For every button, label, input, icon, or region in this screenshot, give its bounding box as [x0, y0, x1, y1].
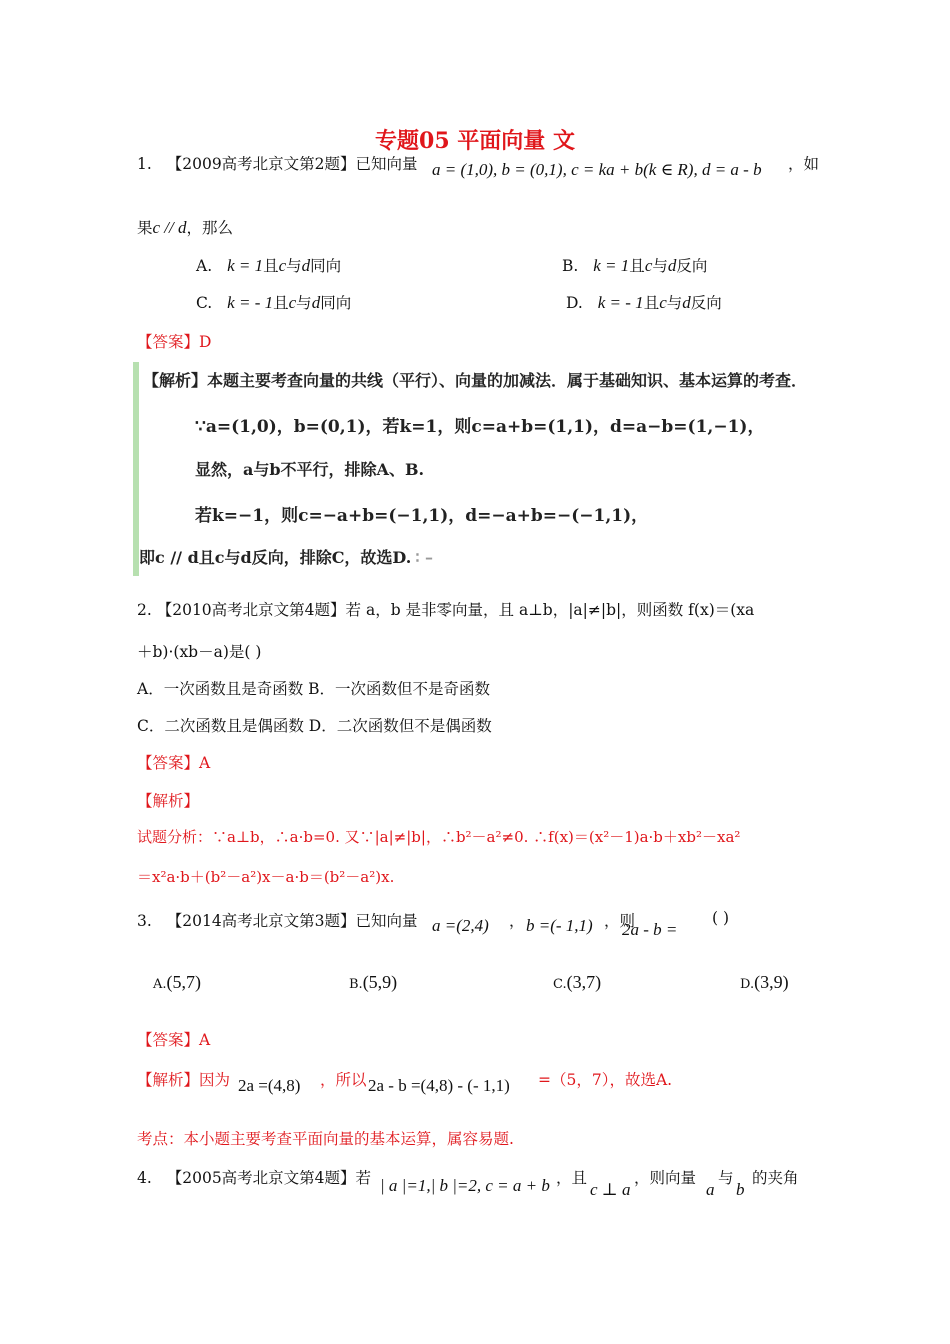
q2-options-ab: A．一次函数且是奇函数 B．一次函数但不是奇函数	[137, 680, 491, 698]
q3-result: =（5，7），故选A.	[538, 1071, 673, 1089]
option-text: 同向	[310, 257, 342, 275]
option-text: 且	[263, 257, 279, 275]
page-title: 专题05 平面向量 文	[375, 128, 575, 154]
option-text: 同向	[320, 294, 352, 312]
q3-answer	[137, 1028, 210, 1050]
q4-condition: | a |=1,| b |=2, c = a + b	[380, 1176, 550, 1195]
analysis-line-1: 【解析】本题主要考查向量的共线（平行）、向量的加减法．属于基础知识、基本运算的考查．	[143, 371, 808, 390]
option-label: B.	[349, 977, 363, 992]
q3-expression: 2a - b =	[622, 920, 678, 939]
answer-tag: 【答案】	[137, 754, 200, 772]
q3-option-b	[349, 972, 397, 993]
q3-number: 3.	[137, 912, 152, 930]
q3-line1	[137, 909, 418, 931]
q4-number: 4.	[137, 1169, 152, 1187]
q4-perp: c ⊥ a	[590, 1180, 631, 1199]
q3-option-d	[740, 972, 789, 993]
q1-formula: a = (1,0), b = (0,1), c = ka + b(k ∈ R), d = a - b	[432, 160, 762, 179]
q4-tag: 【2005高考北京文第4题】	[166, 1169, 356, 1187]
q1-option-d	[566, 291, 722, 313]
q4-tail: 的夹角	[752, 1169, 799, 1187]
q1-tag: 【2009高考北京文第2题】	[166, 155, 356, 173]
option-value: (3,9)	[754, 972, 789, 992]
option-d: d	[682, 293, 691, 312]
q3-comma: ，	[509, 912, 525, 930]
q3-vector-b: b =(- 1,1)	[526, 916, 593, 935]
option-text: 反向	[690, 294, 722, 312]
q1-option-b	[562, 254, 707, 276]
q4-b: b	[736, 1180, 745, 1199]
q4-stem: 若	[355, 1169, 372, 1187]
analysis-line-3: 显然，a与b不平行，排除A、B.	[195, 460, 425, 479]
q3-eq2: 2a - b =(4,8) - (- 1,1)	[368, 1076, 510, 1095]
q3-eq1: 2a =(4,8)	[238, 1076, 301, 1095]
option-value: (5,7)	[166, 972, 202, 992]
option-text: 反向	[676, 257, 708, 275]
q1-condition: c // d	[152, 218, 187, 237]
answer-tag: 【答案】	[137, 333, 200, 351]
option-label: A.	[196, 257, 213, 275]
option-c: c	[644, 256, 653, 275]
option-c: c	[288, 293, 297, 312]
option-k: k = - 1	[227, 293, 274, 312]
option-text: 且	[273, 294, 289, 312]
analysis-line-2: ∵a=(1,0)，b=(0,1)，若k=1，则c=a+b=(1,1)，d=a−b=(1,−1)，	[195, 417, 765, 437]
option-d: d	[301, 256, 311, 275]
option-label: D.	[566, 294, 583, 312]
q4-and: ，且	[556, 1169, 588, 1187]
q3-option-a	[153, 972, 201, 993]
q1-answer	[137, 330, 211, 352]
option-d: d	[667, 256, 677, 275]
q3-stem: 已知向量	[355, 912, 418, 930]
q2-detail-1: 试题分析：∵a⊥b，∴a·b=0. 又∵|a|≠|b|，∴b²－a²≠0. ∴f(x)＝(x²－1)a·b＋xb²－xa²	[137, 828, 741, 846]
option-k: k = 1	[227, 256, 264, 275]
option-value: (5,9)	[362, 972, 398, 992]
q1-option-c	[196, 291, 351, 313]
option-text: 且	[643, 294, 660, 312]
option-value: (3,7)	[566, 972, 602, 992]
q3-tag: 【2014高考北京文第3题】	[166, 912, 356, 930]
option-label: C.	[196, 294, 213, 312]
analysis-line-4: 若k=−1，则c=−a+b=(−1,1)，d=−a+b=−(−1,1)，	[195, 506, 649, 526]
answer-value: A	[199, 754, 211, 772]
q3-analysis	[137, 1068, 230, 1090]
q1-line2-start: 果	[137, 219, 153, 237]
option-text: 与	[286, 257, 302, 275]
option-text: 与	[666, 294, 683, 312]
analysis-line-5-text: 即c // d且c与d反向，排除C，故选D.	[139, 548, 412, 567]
option-label: B.	[562, 257, 579, 275]
analysis-tag: 【解析】	[137, 1071, 200, 1089]
answer-value: A	[199, 1031, 211, 1049]
option-text: 且	[629, 257, 645, 275]
q2-options-cd: C．二次函数且是偶函数 D．二次函数但不是偶函数	[137, 717, 492, 735]
option-label: C.	[553, 977, 567, 992]
analysis-line-5	[139, 545, 433, 568]
q2-detail-2: ＝x²a·b＋(b²－a²)x－a·b＝(b²－a²)x.	[137, 868, 395, 886]
q1-tail: ，如	[788, 155, 820, 173]
q1-number: 1.	[137, 155, 152, 173]
q3-kaodian: 考点：本小题主要考查平面向量的基本运算，属容易题.	[137, 1130, 514, 1148]
q1-stem: 已知向量	[355, 155, 418, 173]
option-k: k = - 1	[597, 293, 644, 312]
q4-with: 与	[718, 1169, 734, 1187]
option-label: A.	[153, 977, 167, 992]
analysis-because: 因为	[199, 1071, 231, 1089]
q1-option-a	[196, 254, 341, 276]
q2-line1: 2. 【2010高考北京文第4题】若 a，b 是非零向量，且 a⊥b，|a|≠|b|，则函数 f(x)＝(xa	[137, 601, 755, 619]
q2-answer	[137, 751, 210, 773]
option-k: k = 1	[593, 256, 630, 275]
q4-a: a	[706, 1180, 715, 1199]
q3-option-c	[553, 972, 601, 993]
q3-so: ，所以	[320, 1071, 367, 1089]
option-c: c	[659, 293, 667, 312]
q2-line2: ＋b)·(xb－a)是( )	[137, 643, 262, 661]
option-text: 与	[652, 257, 668, 275]
q1-line2-end: ，那么	[186, 219, 234, 237]
answer-tag: 【答案】	[137, 1031, 200, 1049]
option-label: D.	[740, 977, 755, 992]
q1-analysis-box	[133, 362, 834, 576]
q3-paren: ( )	[712, 909, 730, 927]
analysis-mark: ∶ –	[415, 548, 434, 567]
q1-line2	[137, 216, 233, 238]
q4-then: ，则向量	[634, 1169, 697, 1187]
q3-vector-a: a =(2,4)	[432, 916, 489, 935]
q2-analysis-tag: 【解析】	[137, 792, 200, 810]
option-c: c	[278, 256, 287, 275]
q3-then: ，则	[604, 912, 636, 930]
q4-line1	[137, 1166, 371, 1188]
answer-value: D	[199, 333, 212, 351]
option-d: d	[311, 293, 321, 312]
option-text: 与	[296, 294, 312, 312]
q1-line1	[137, 152, 418, 174]
